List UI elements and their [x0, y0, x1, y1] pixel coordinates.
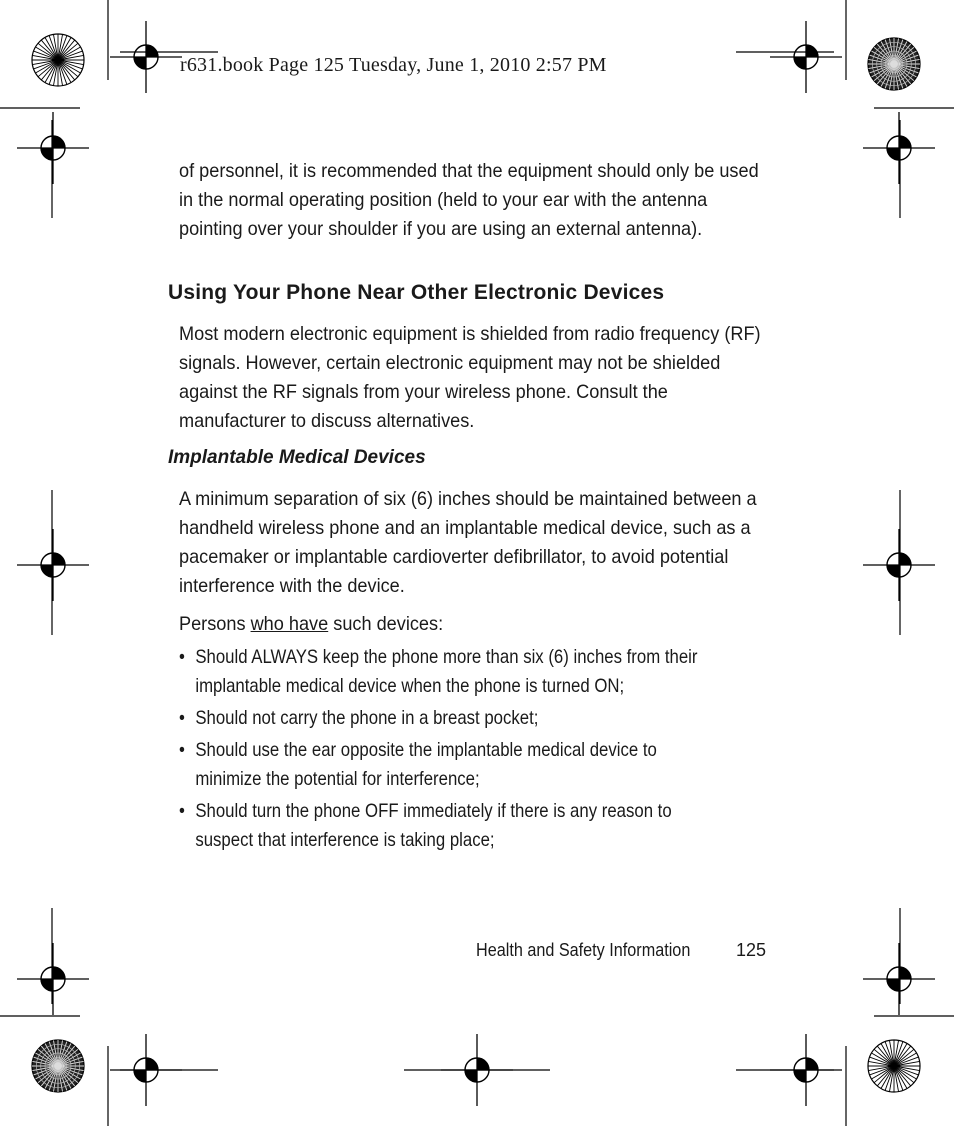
bullet-icon: • [179, 739, 185, 761]
list-item [179, 643, 712, 701]
registration-crosshair-icon [863, 943, 935, 1015]
registration-starburst-icon [32, 1040, 84, 1092]
intro-paragraph: of personnel, it is recommended that the equipment should only be used in the normal operating position (held to your ear with the antenna pointing over your shoulder if you are using an external antenna). [179, 160, 759, 240]
print-header-line: r631.book Page 125 Tuesday, June 1, 2010 2:57 PM [180, 54, 607, 76]
registration-crosshair-icon [863, 529, 935, 601]
list-item-text: Should ALWAYS keep the phone more than six (6) inches from their implantable medical device when the phone is turned ON; [195, 646, 698, 697]
registration-crosshair-icon [110, 21, 182, 93]
bullet-icon: • [179, 707, 185, 729]
bullet-icon: • [179, 646, 185, 668]
list-item [179, 704, 712, 733]
bullet-icon: • [179, 800, 185, 822]
registration-crosshair-icon [441, 1034, 513, 1106]
registration-crosshair-icon [17, 943, 89, 1015]
list-item-text: Should not carry the phone in a breast pocket; [195, 707, 539, 729]
footer-page-number: 125 [736, 940, 767, 960]
subsection-heading: Implantable Medical Devices [168, 447, 426, 468]
persons-suffix: such devices: [328, 613, 444, 635]
registration-starburst-icon [32, 34, 84, 86]
registration-starburst-icon [868, 1040, 920, 1092]
registration-crosshair-icon [17, 112, 89, 184]
list-item-text: Should turn the phone OFF immediately if there is any reason to suspect that interference is taking place; [195, 800, 672, 851]
section-heading: Using Your Phone Near Other Electronic Devices [168, 281, 665, 304]
registration-crosshair-icon [770, 21, 842, 93]
registration-crosshair-icon [863, 112, 935, 184]
persons-underlined-text: who have [250, 613, 329, 635]
registration-crosshair-icon [110, 1034, 182, 1106]
list-item [179, 736, 712, 794]
list-item-text: Should use the ear opposite the implantable medical device to minimize the potential for interference; [195, 739, 657, 790]
footer-section-title: Health and Safety Information [476, 940, 691, 960]
registration-crosshair-icon [17, 529, 89, 601]
registration-starburst-icon [868, 38, 920, 90]
persons-line [179, 610, 770, 639]
persons-prefix: Persons [179, 613, 251, 635]
registration-crosshair-icon [770, 1034, 842, 1106]
section-body-paragraph: Most modern electronic equipment is shielded from radio frequency (RF) signals. However, certain electronic equipment may not be shielded against the RF signals from your wireless phone. Consult the manufacturer to discuss alternatives. [179, 323, 761, 432]
list-item [179, 797, 712, 855]
subsection-body-paragraph: A minimum separation of six (6) inches should be maintained between a handheld wireless phone and an implantable medical device, such as a pacemaker or implantable cardioverter defibrillator, to avoid potential interference with the device. [179, 488, 757, 597]
bullet-list [179, 643, 712, 858]
